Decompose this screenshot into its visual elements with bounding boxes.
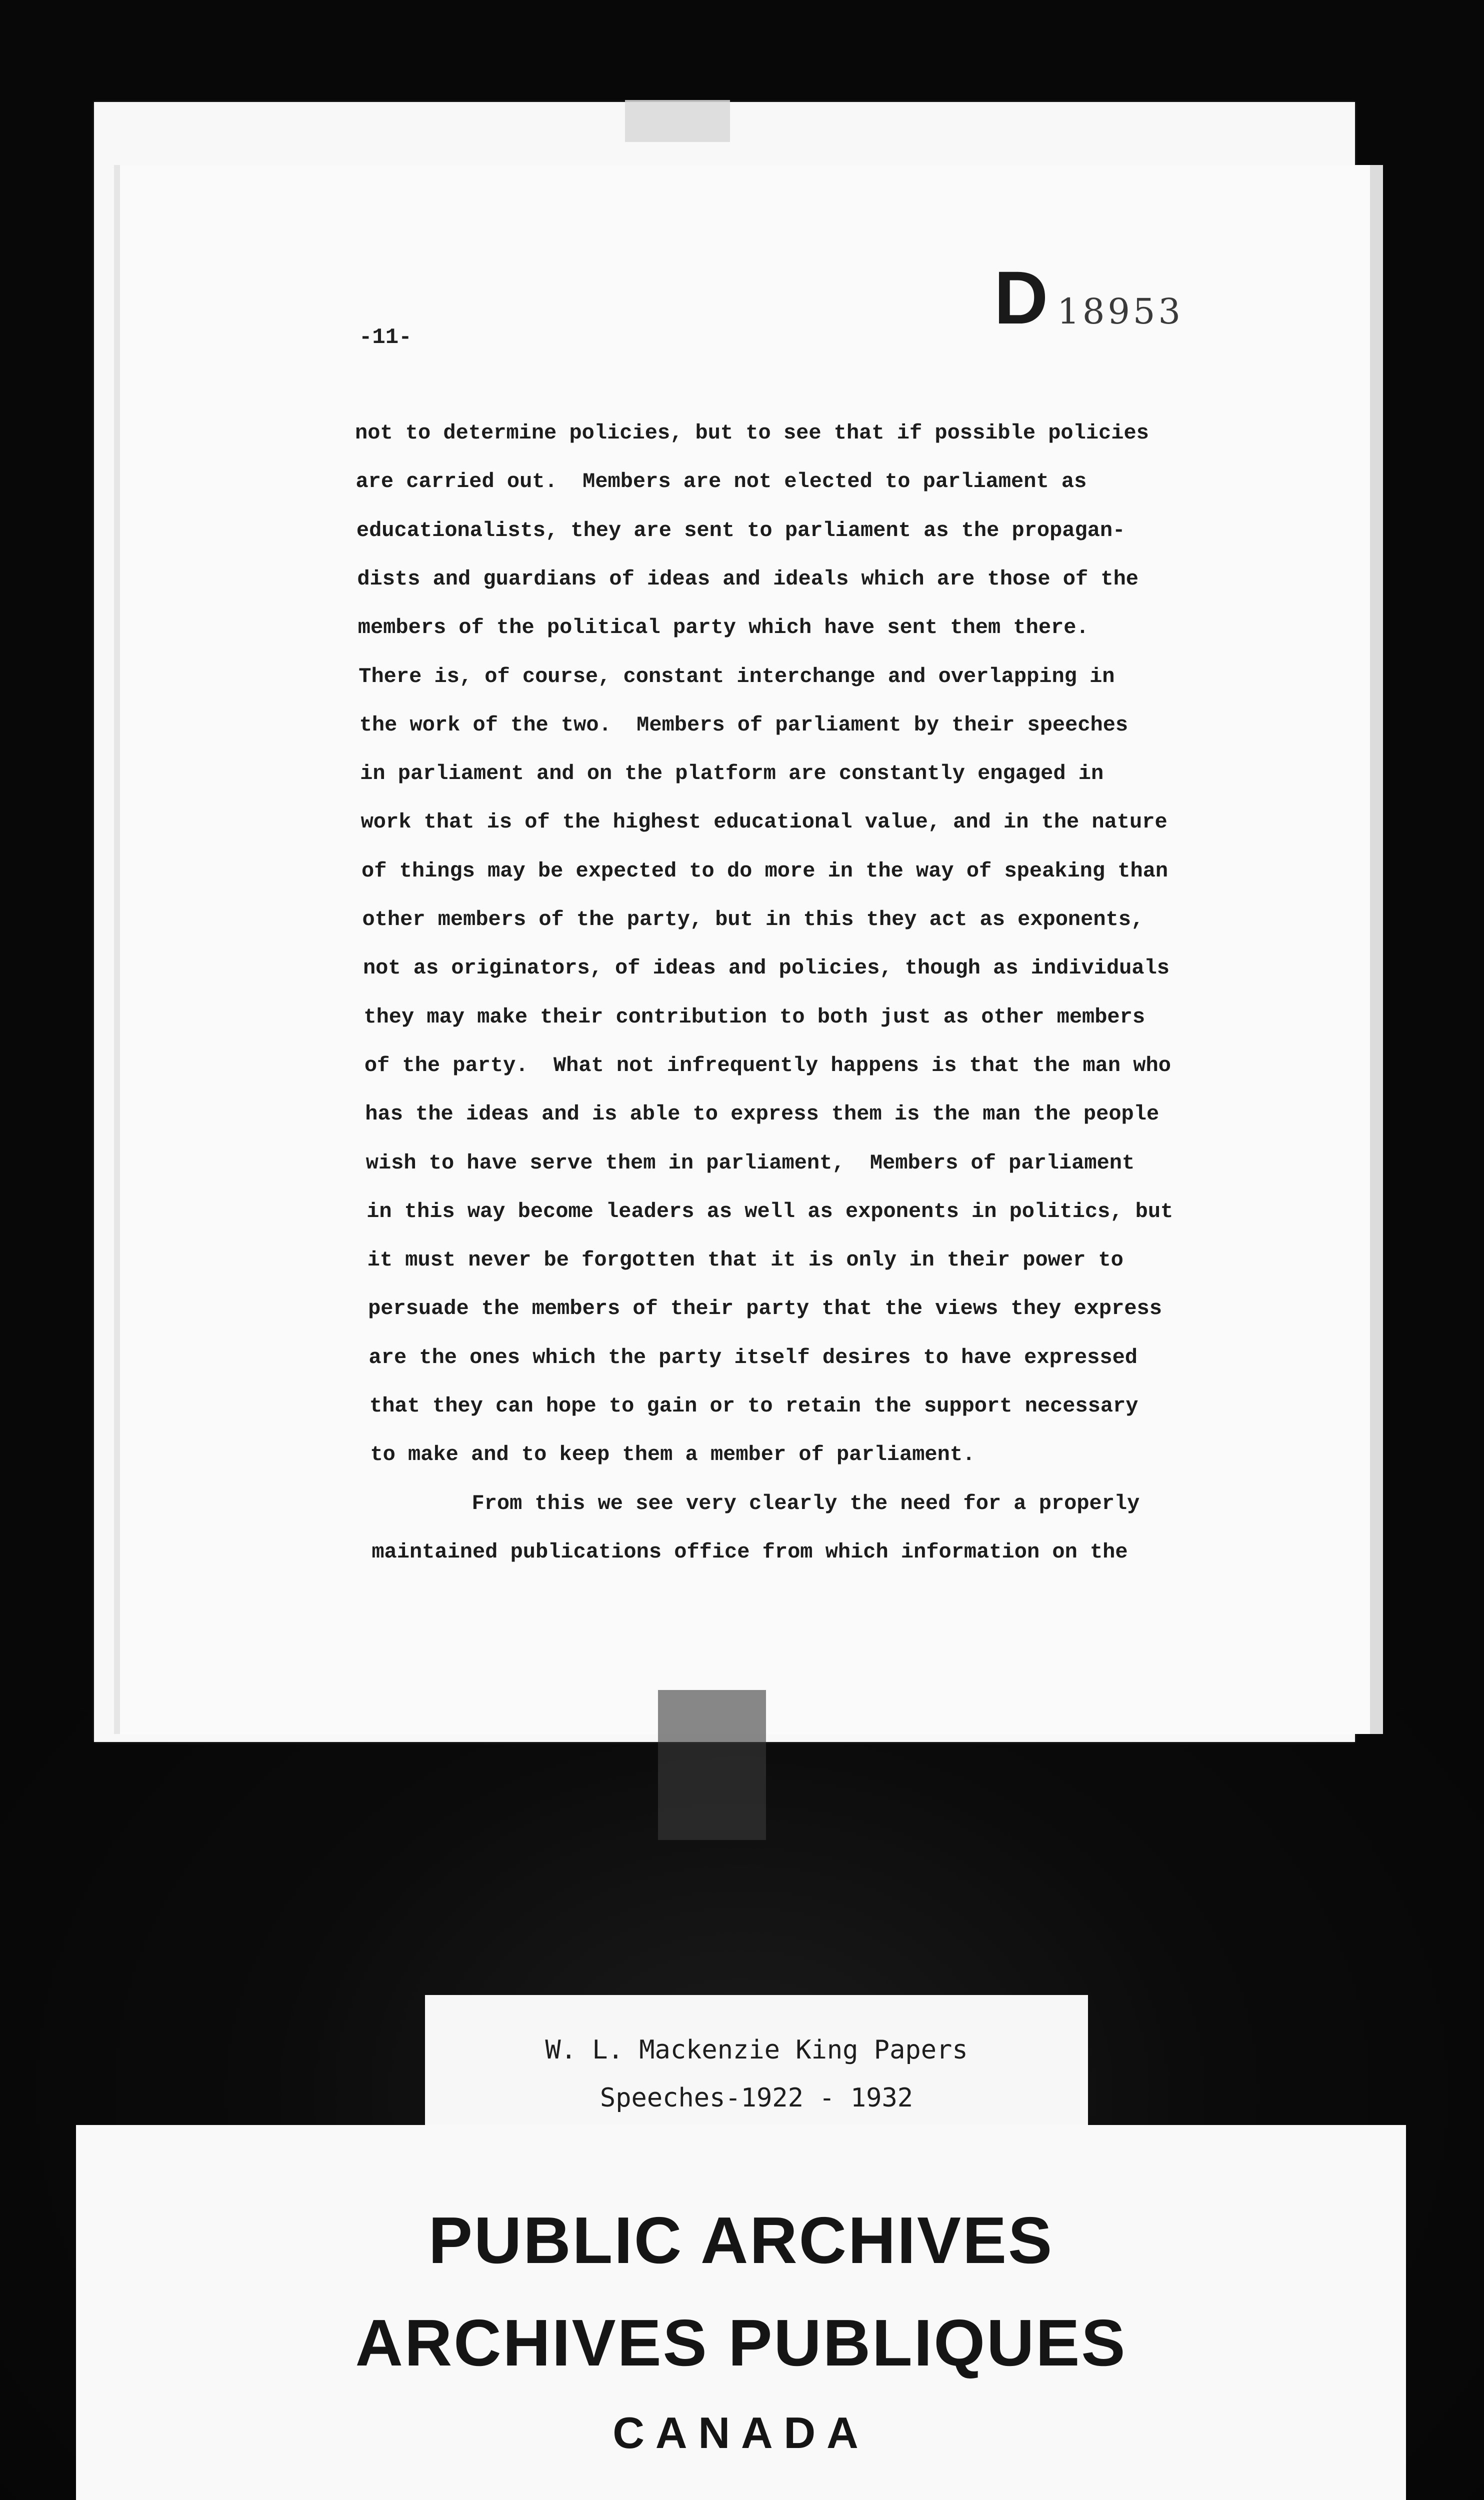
typed-line: are the ones which the party itself desires to have expressed: [368, 1345, 1138, 1370]
typed-line: work that is of the highest educational value, and in the nature: [360, 810, 1168, 834]
typed-line: of things may be expected to do more in the way of speaking than: [362, 858, 1168, 883]
typed-line: members of the political party which have sent them there.: [358, 616, 1089, 640]
stamp-letter: D: [994, 256, 1048, 340]
page-number: -11-: [359, 325, 412, 350]
typed-line: From this we see very clearly the need for a properly: [370, 1491, 1140, 1516]
typed-line: of the party. What not infrequently happens is that the man who: [364, 1053, 1171, 1078]
archive-label-english: PUBLIC ARCHIVES: [428, 2204, 1054, 2277]
typed-line: in parliament and on the platform are constantly engaged in: [360, 762, 1104, 786]
typed-line: the work of the two. Members of parliament by their speeches: [359, 712, 1128, 737]
typed-line: in this way become leaders as well as exponents in politics, but: [366, 1199, 1174, 1224]
typed-line: has the ideas and is able to express them is the man the people: [365, 1102, 1160, 1126]
typed-line: wish to have serve them in parliament, Members of parliament: [366, 1150, 1135, 1175]
archive-label: [76, 2125, 1406, 2500]
stamp-number: 18953: [1057, 291, 1184, 332]
tape-strip-top: [625, 100, 730, 142]
typed-line: educationalists, they are sent to parliament as the propagan-: [356, 518, 1126, 542]
typed-line: not to determine policies, but to see that if possible policies: [355, 421, 1149, 445]
typed-line: There is, of course, constant interchange and overlapping in: [358, 664, 1115, 688]
typed-line: to make and to keep them a member of parliament.: [370, 1442, 976, 1467]
typed-line: are carried out. Members are not elected to parliament as: [356, 470, 1087, 494]
tape-strip-bottom: [658, 1690, 766, 1840]
typed-line: maintained publications office from which information on the: [372, 1540, 1128, 1564]
typed-line: that they can hope to gain or to retain the support necessary: [370, 1394, 1138, 1418]
typed-line: other members of the party, but in this they act as exponents,: [362, 908, 1144, 932]
archive-label-french: ARCHIVES PUBLIQUES: [355, 2306, 1127, 2380]
document-stamp: [994, 256, 1184, 340]
collection-label: [425, 1995, 1088, 2140]
archive-label-country: CANADA: [612, 2408, 870, 2458]
typed-line: they may make their contribution to both just as other members: [364, 1004, 1146, 1029]
typed-line: persuade the members of their party that the views they express: [368, 1296, 1162, 1321]
typed-line: it must never be forgotten that it is only in their power to: [367, 1248, 1124, 1272]
typed-line: not as originators, of ideas and policies, though as individuals: [362, 956, 1170, 980]
typed-line: dists and guardians of ideas and ideals which are those of the: [357, 566, 1138, 591]
collection-label-dates: Speeches-1922 - 1932: [600, 2083, 914, 2113]
collection-label-line: W. L. Mackenzie King Papers: [545, 2035, 968, 2065]
